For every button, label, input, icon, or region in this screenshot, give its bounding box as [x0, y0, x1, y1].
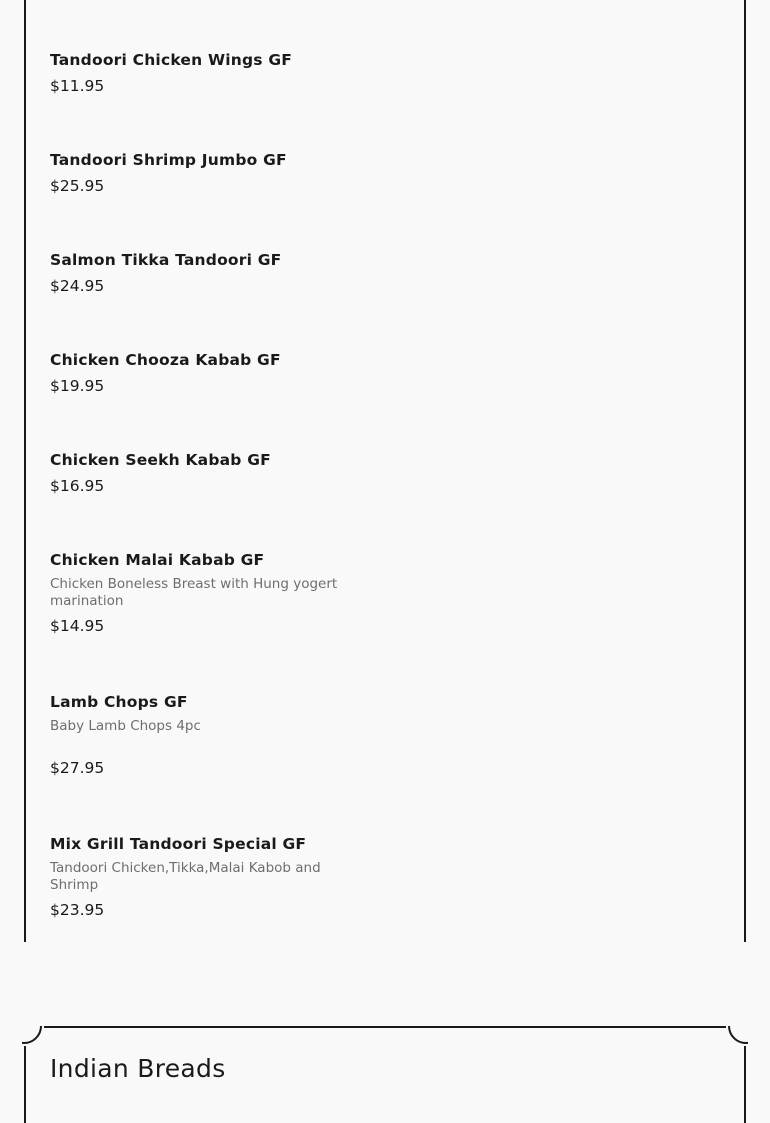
menu-item[interactable]: [50, 692, 350, 778]
menu-item-description: Tandoori Chicken,Tikka,Malai Kabob and Shrimp: [50, 860, 321, 893]
card-border-top: [44, 1026, 726, 1028]
menu-item-name: Salmon Tikka Tandoori GF: [50, 251, 282, 269]
menu-item-price: $23.95: [50, 901, 105, 919]
menu-section-card: [24, 1026, 746, 1123]
menu-item-description: Baby Lamb Chops 4pc: [50, 718, 201, 734]
card-border-right: [744, 0, 746, 942]
menu-section-card: [24, 0, 746, 962]
card-border-left: [24, 1046, 26, 1123]
menu-item-price: $16.95: [50, 477, 105, 495]
menu-item[interactable]: [50, 450, 350, 496]
menu-item-name: Chicken Malai Kabab GF: [50, 551, 265, 569]
menu-item-name: Chicken Chooza Kabab GF: [50, 351, 281, 369]
menu-item-price: $25.95: [50, 177, 105, 195]
menu-item-name: Lamb Chops GF: [50, 693, 188, 711]
menu-item-name: Tandoori Chicken Wings GF: [50, 51, 293, 69]
card-border-right: [744, 1046, 746, 1123]
menu-item-name: Mix Grill Tandoori Special GF: [50, 835, 307, 853]
menu-item[interactable]: [50, 550, 350, 636]
menu-item-price: $14.95: [50, 617, 105, 635]
menu-item-price: $19.95: [50, 377, 105, 395]
menu-item[interactable]: [50, 250, 350, 296]
card-border-left: [24, 0, 26, 942]
menu-item[interactable]: [50, 150, 350, 196]
menu-item-name: Tandoori Shrimp Jumbo GF: [50, 151, 287, 169]
menu-item[interactable]: [50, 834, 350, 920]
menu-item[interactable]: [50, 50, 350, 96]
menu-item-price: $27.95: [50, 759, 105, 777]
menu-item-price: $11.95: [50, 77, 105, 95]
menu-item-description: Chicken Boneless Breast with Hung yogert marination: [50, 576, 338, 609]
menu-item[interactable]: [50, 350, 350, 396]
section-title: Indian Breads: [50, 1054, 226, 1083]
menu-item-price: $24.95: [50, 277, 105, 295]
menu-item-name: Chicken Seekh Kabab GF: [50, 451, 271, 469]
